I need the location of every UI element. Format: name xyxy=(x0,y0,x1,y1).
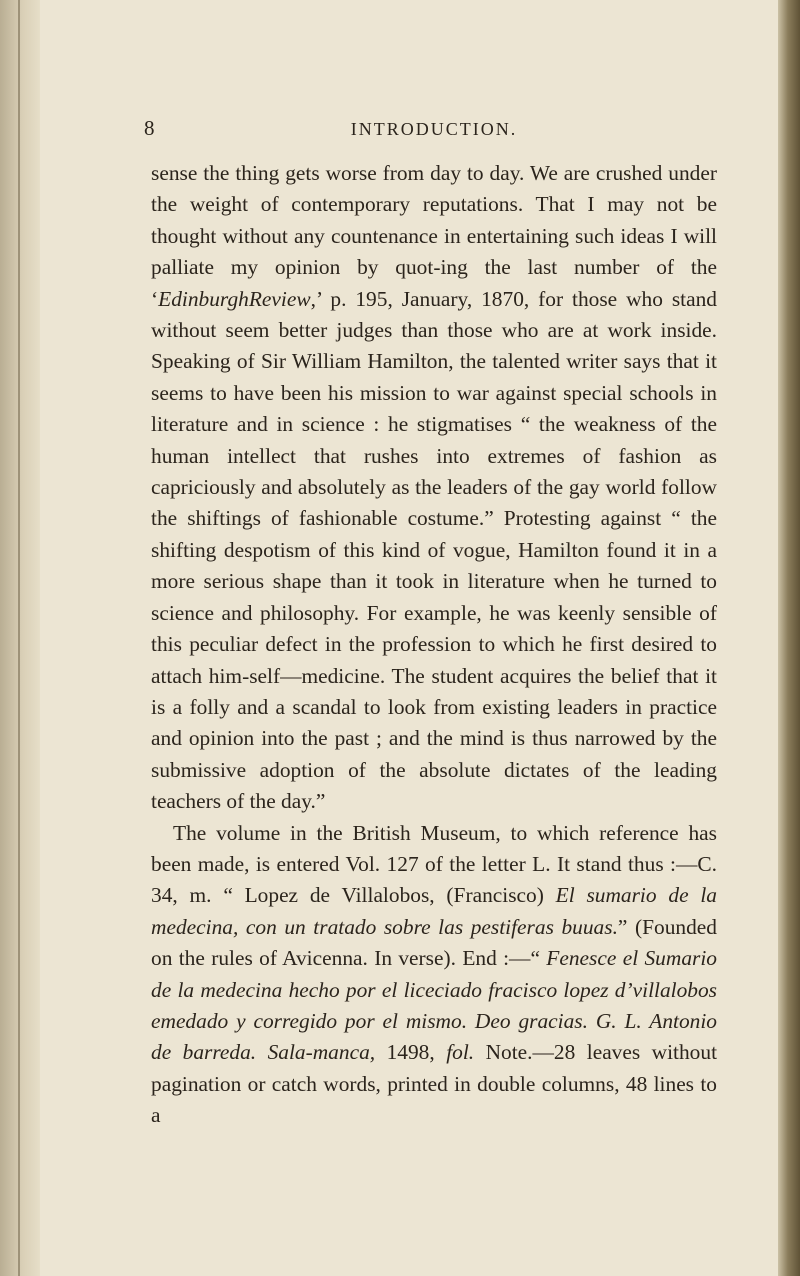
paragraph-2-text-3: 1498, xyxy=(375,1040,447,1065)
paragraph-1 xyxy=(151,158,717,818)
running-head: INTRODUCTION. xyxy=(350,119,518,139)
paragraph-1-text-2: ,’ p. 195, January, 1870, for those who stand without seem better judges than those who are at work inside. Speaking of Sir William Hamilton, the talented writer says that it seems to have been his mission to war against special schools in literature and in science : he stigmatises “ the weakness of the human intellect that rushes into extremes of fashion as capriciously and absolutely as the leaders of the gay world follow the shiftings of fashionable costume.” Protesting against “ the shifting despotism of this kind of vogue, Hamilton found it in a more serious shape than it took in literature when he turned to science and philosophy. For example, he was keenly sensible of this peculiar defect in the profession to which he first desired to attach him-self—medicine. The student acquires the belief that it is a folly and a scandal to look from existing leaders in practice and opinion into the past ; and the mind is thus narrowed by the submissive adoption of the absolute dictates of the leading teachers of the day.” xyxy=(151,286,717,814)
paragraph-2 xyxy=(151,818,717,1132)
paragraph-2-text-1: The volume in the British Museum, to which reference has been made, is entered Vol. 127 of the letter L. It stand thus :—C. 34, m. “ Lopez de Villalobos, (Francisco) xyxy=(151,820,717,908)
paragraph-2-text-2: ” (Founded on the rules of Avicenna. In verse). End :—“ xyxy=(151,914,717,971)
paragraph-2-italic-3: fol. xyxy=(446,1040,475,1065)
page-edge-right xyxy=(778,0,800,1276)
body-text xyxy=(151,158,717,1132)
paragraph-1-italic-1: EdinburghReview xyxy=(158,286,311,311)
page-edge-left xyxy=(0,0,40,1276)
page-header xyxy=(144,116,724,146)
paragraph-2-text-4: Note.—28 leaves without pagination or catch words, printed in double columns, 48 lines to a xyxy=(151,1040,718,1128)
paragraph-1-text-1: sense the thing gets worse from day to day. We are crushed under the weight of contemporary reputations. That I may not be thought without any countenance in entertaining such ideas I will palliate my opinion by quot-ing the last number of the ‘ xyxy=(151,161,717,311)
page-number: 8 xyxy=(144,116,155,140)
gutter-line xyxy=(18,0,20,1276)
paragraph-2-italic-1: El sumario de la medecina, con un tratado sobre las pestiferas buuas. xyxy=(151,883,717,939)
paragraph-2-italic-2: Fenesce el Sumario de la medecina hecho por el liceciado fracisco lopez d’villalobos emedado y corregido por el mismo. Deo gracias. G. L. Antonio de barreda. Sala-manca, xyxy=(151,946,717,1065)
